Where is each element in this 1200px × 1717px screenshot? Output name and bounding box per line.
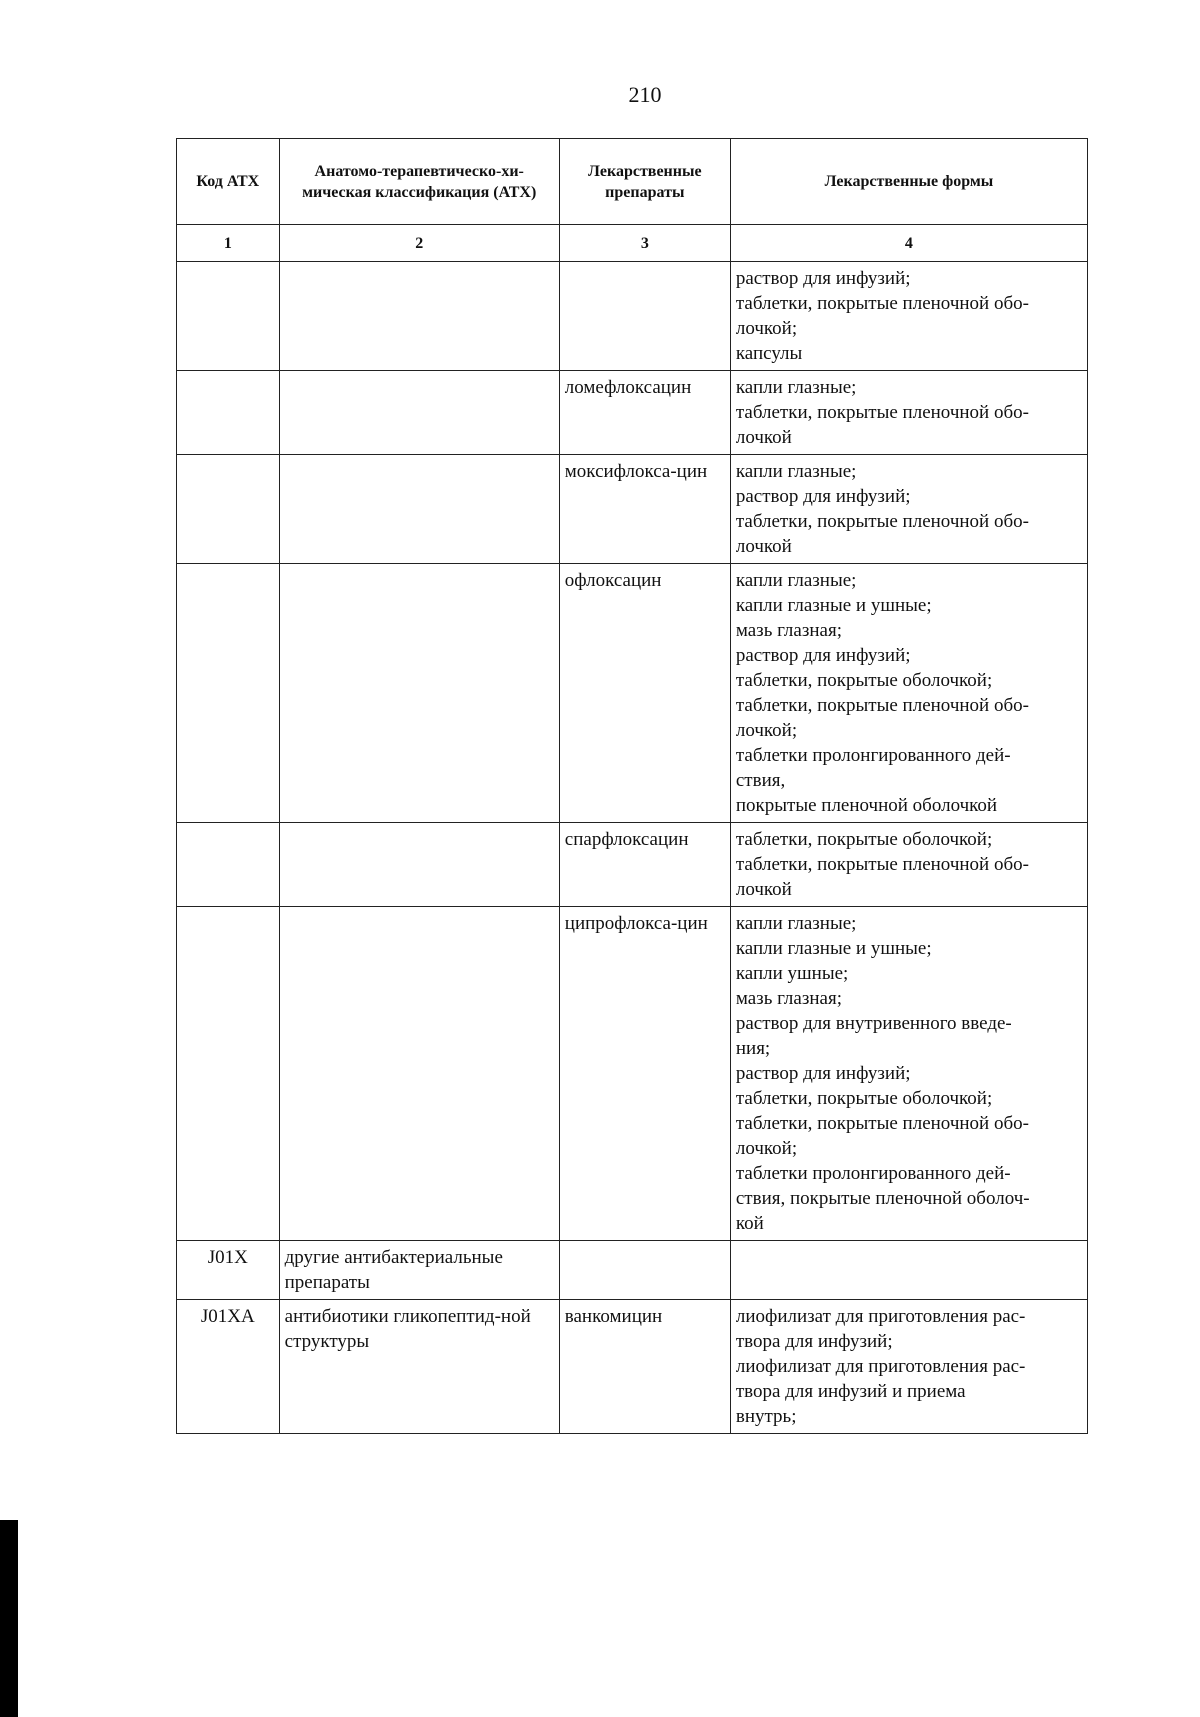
- classification-cell: [279, 455, 559, 564]
- classification-cell: [279, 907, 559, 1241]
- header-atx-classification: Анатомо-терапевтическо-хи-мическая классификация (АТХ): [279, 139, 559, 225]
- dosage-form-line: капли глазные;: [735, 570, 857, 591]
- dosage-form-line: покрытые пленочной оболочкой: [735, 795, 998, 816]
- dosage-form-line: лочкой: [735, 879, 792, 900]
- dosage-form-line: раствор для инфузий;: [735, 645, 911, 666]
- table-row: [177, 262, 1088, 371]
- dosage-form-line: мазь глазная;: [735, 620, 842, 641]
- drug-name-cell: офлоксацин: [559, 564, 730, 823]
- header-atx-code: Код АТХ: [177, 139, 280, 225]
- atx-code-cell: [177, 907, 280, 1241]
- dosage-form-line: ствия,: [735, 770, 786, 791]
- classification-cell: другие антибактериальные препараты: [279, 1241, 559, 1300]
- table-row: [177, 564, 1088, 823]
- dosage-form-line: ствия, покрытые пленочной оболоч-: [735, 1188, 1030, 1209]
- dosage-form-line: лочкой;: [735, 318, 798, 339]
- dosage-form-line: лиофилизат для приготовления рас-: [735, 1306, 1026, 1327]
- dosage-form-line: капли глазные и ушные;: [735, 595, 932, 616]
- dosage-form-line: таблетки пролонгированного дей-: [735, 1163, 1011, 1184]
- dosage-forms-cell: [730, 823, 1087, 907]
- atx-code-cell: [177, 564, 280, 823]
- atx-code-cell: [177, 455, 280, 564]
- dosage-form-line: таблетки, покрытые пленочной обо-: [735, 695, 1029, 716]
- dosage-form-line: раствор для инфузий;: [735, 268, 911, 289]
- table-row: [177, 1300, 1088, 1434]
- dosage-form-line: таблетки, покрытые оболочкой;: [735, 670, 993, 691]
- dosage-form-line: капли ушные;: [735, 963, 849, 984]
- column-number-4: 4: [730, 225, 1087, 262]
- header-drugs: Лекарственные препараты: [559, 139, 730, 225]
- classification-cell: [279, 262, 559, 371]
- table-row: [177, 823, 1088, 907]
- dosage-form-line: капли глазные;: [735, 461, 857, 482]
- dosage-form-line: лочкой: [735, 536, 792, 557]
- dosage-forms-cell: [730, 1300, 1087, 1434]
- drug-name-cell: спарфлоксацин: [559, 823, 730, 907]
- dosage-forms-cell: [730, 907, 1087, 1241]
- dosage-forms-cell: [730, 371, 1087, 455]
- drug-name-cell: ванкомицин: [559, 1300, 730, 1434]
- atx-code-cell: [177, 823, 280, 907]
- dosage-form-line: раствор для инфузий;: [735, 1063, 911, 1084]
- dosage-form-line: твора для инфузий;: [735, 1331, 893, 1352]
- dosage-form-line: капли глазные;: [735, 913, 857, 934]
- header-dosage-forms: Лекарственные формы: [730, 139, 1087, 225]
- dosage-form-line: ния;: [735, 1038, 771, 1059]
- column-number-row: [177, 225, 1088, 262]
- dosage-form-line: таблетки, покрытые пленочной обо-: [735, 854, 1029, 875]
- page-number: 210: [628, 82, 662, 107]
- dosage-form-line: раствор для инфузий;: [735, 486, 911, 507]
- atx-drug-table: [176, 138, 1088, 1434]
- dosage-form-line: твора для инфузий и приема: [735, 1381, 966, 1402]
- dosage-form-line: мазь глазная;: [735, 988, 842, 1009]
- dosage-form-line: раствор для внутривенного введе-: [735, 1013, 1012, 1034]
- dosage-form-line: таблетки, покрытые пленочной обо-: [735, 511, 1029, 532]
- drug-name-cell: моксифлокса-цин: [559, 455, 730, 564]
- table-row: [177, 371, 1088, 455]
- drug-name-cell: [559, 1241, 730, 1300]
- atx-code-cell: [177, 371, 280, 455]
- dosage-form-line: внутрь;: [735, 1406, 797, 1427]
- atx-code-cell: J01X: [177, 1241, 280, 1300]
- scan-edge-bar: [0, 1520, 18, 1717]
- dosage-form-line: таблетки, покрытые пленочной обо-: [735, 1113, 1029, 1134]
- column-number-3: 3: [559, 225, 730, 262]
- table-row: [177, 455, 1088, 564]
- classification-cell: [279, 371, 559, 455]
- dosage-form-line: таблетки пролонгированного дей-: [735, 745, 1011, 766]
- dosage-forms-cell: [730, 1241, 1087, 1300]
- dosage-form-line: капли глазные;: [735, 377, 857, 398]
- table-row: [177, 907, 1088, 1241]
- dosage-form-line: таблетки, покрытые оболочкой;: [735, 829, 993, 850]
- dosage-form-line: кой: [735, 1213, 764, 1234]
- dosage-forms-cell: [730, 564, 1087, 823]
- dosage-forms-cell: [730, 262, 1087, 371]
- classification-cell: [279, 564, 559, 823]
- dosage-form-line: лочкой;: [735, 1138, 798, 1159]
- table-body: [177, 262, 1088, 1434]
- atx-code-cell: J01XA: [177, 1300, 280, 1434]
- dosage-form-line: таблетки, покрытые пленочной обо-: [735, 402, 1029, 423]
- atx-code-cell: [177, 262, 280, 371]
- dosage-form-line: лочкой;: [735, 720, 798, 741]
- drug-name-cell: ломефлоксацин: [559, 371, 730, 455]
- dosage-form-line: таблетки, покрытые оболочкой;: [735, 1088, 993, 1109]
- dosage-form-line: капли глазные и ушные;: [735, 938, 932, 959]
- classification-cell: [279, 823, 559, 907]
- dosage-form-line: лочкой: [735, 427, 792, 448]
- dosage-form-line: капсулы: [735, 343, 803, 364]
- dosage-form-line: лиофилизат для приготовления рас-: [735, 1356, 1026, 1377]
- dosage-forms-cell: [730, 455, 1087, 564]
- drug-name-cell: [559, 262, 730, 371]
- column-number-1: 1: [177, 225, 280, 262]
- classification-cell: антибиотики гликопептид-ной структуры: [279, 1300, 559, 1434]
- column-number-2: 2: [279, 225, 559, 262]
- table-row: [177, 1241, 1088, 1300]
- drug-name-cell: ципрофлокса-цин: [559, 907, 730, 1241]
- table-header-row: [177, 139, 1088, 225]
- dosage-form-line: таблетки, покрытые пленочной обо-: [735, 293, 1029, 314]
